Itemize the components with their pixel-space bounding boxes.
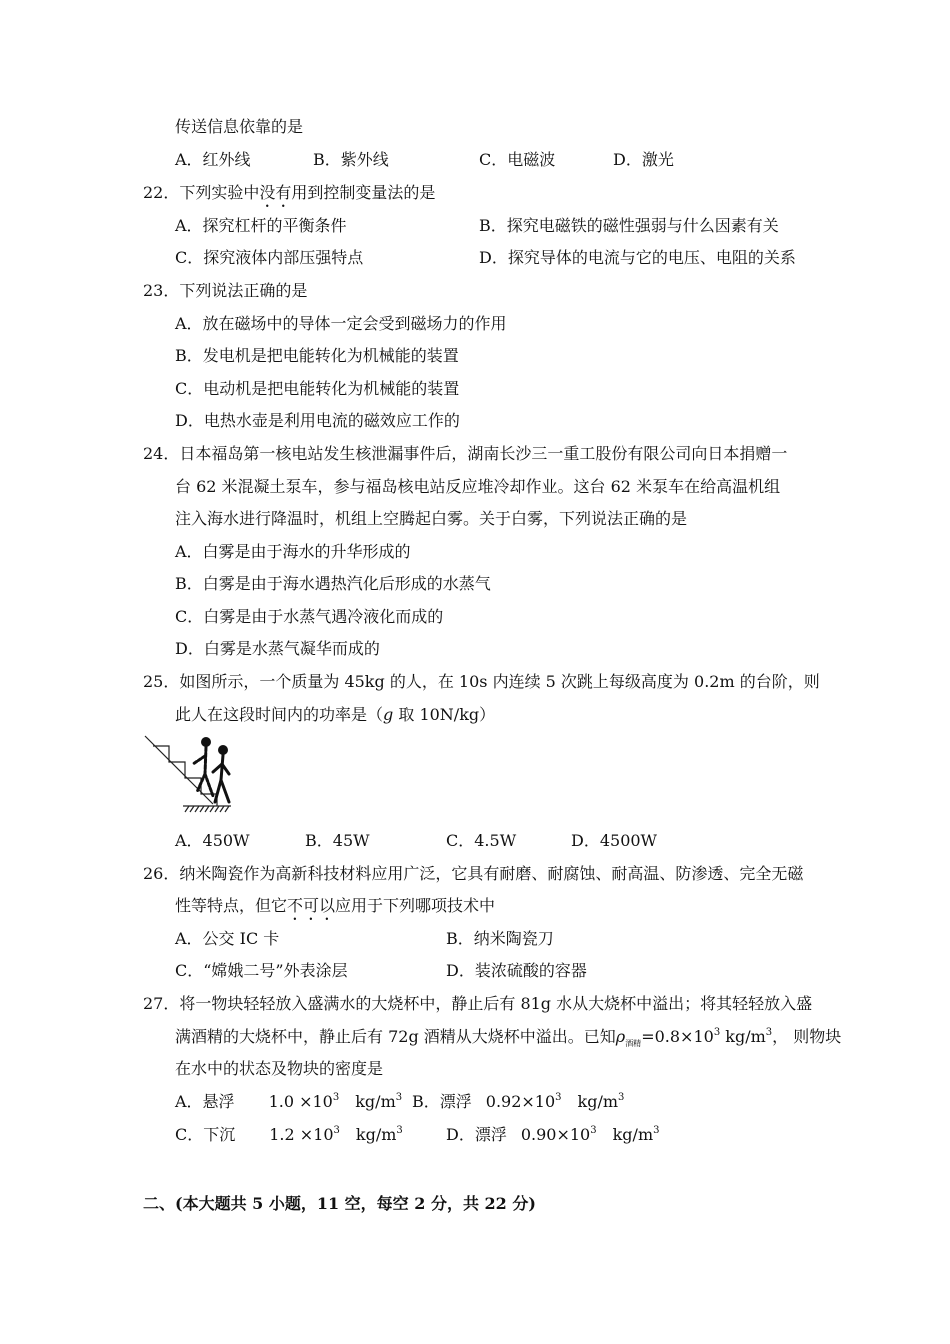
q25-option-d[interactable]: D．4500W [571, 831, 657, 850]
q26-option-a[interactable]: A．公交 IC 卡 [175, 929, 280, 948]
q27-density-unit: kg/m [720, 1027, 766, 1046]
q27-d-unit-exp: 3 [653, 1125, 660, 1136]
q21-option-b[interactable]: B．紫外线 [313, 150, 389, 169]
q27-a-unit-exp: 3 [395, 1092, 403, 1103]
q24-stem-line-3: 注入海水进行降温时，机组上空腾起白雾。关于白雾，下列说法正确的是 [175, 509, 688, 528]
q27-rho-symbol: ρ [615, 1027, 626, 1046]
q24-option-a[interactable]: A．白雾是由于海水的升华形成的 [175, 542, 411, 561]
q22-number: 22． [143, 183, 180, 202]
q22-stem-b: 用到控制变量法的是 [291, 183, 436, 202]
q22-option-d[interactable]: D．探究导体的电流与它的电压、电阻的关系 [479, 248, 796, 267]
q27-c-value: 1.2 ×10 [269, 1125, 334, 1144]
q27-density-unit-exp: 3 [765, 1027, 773, 1038]
q24-option-c[interactable]: C．白雾是由于水蒸气遇冷液化而成的 [175, 607, 444, 626]
q23-option-b[interactable]: B．发电机是把电能转化为机械能的装置 [175, 346, 459, 365]
q27-a-value: 1.0 ×10 [268, 1092, 333, 1111]
q27-d-exp: 3 [590, 1125, 597, 1136]
q25-option-a[interactable]: A．450W [175, 831, 250, 850]
stairs-figure [143, 734, 231, 814]
q27-density-value: =0.8×10 [641, 1027, 714, 1046]
q22-stem [143, 183, 435, 211]
q21-option-a[interactable]: A．红外线 [175, 150, 251, 169]
q27-stem-line-3: 在水中的状态及物块的密度是 [175, 1059, 384, 1078]
q23-option-d[interactable]: D．电热水壶是利用电流的磁效应工作的 [175, 411, 460, 430]
q27-stem-2end: ， 则物块 [772, 1027, 842, 1046]
q27-b-exp: 3 [555, 1092, 562, 1103]
q26-stem-line-2 [175, 896, 495, 924]
q21-option-c[interactable]: C．电磁波 [479, 150, 556, 169]
q23-option-a[interactable]: A．放在磁场中的导体一定会受到磁场力的作用 [175, 314, 507, 333]
q27-stem-line-1: 27．将一物块轻轻放入盛满水的大烧杯中，静止后有 81g 水从大烧杯中溢出；将其轻轻放入盛 [143, 994, 813, 1013]
q26-option-d[interactable]: D．装浓硫酸的容器 [446, 961, 587, 980]
q25-g-symbol: g [383, 705, 394, 724]
q27-a-label: A．悬浮 [175, 1092, 235, 1111]
q22-emphasis: 没有 [259, 183, 292, 202]
q23-option-c[interactable]: C．电动机是把电能转化为机械能的装置 [175, 379, 460, 398]
q27-b-unit: kg/m [577, 1092, 619, 1111]
q27-b-unit-exp: 3 [618, 1092, 625, 1103]
q27-b-value: 0.92×10 [485, 1092, 556, 1111]
q22-option-a[interactable]: A．探究杠杆的平衡条件 [175, 216, 347, 235]
q27-density-exp: 3 [713, 1027, 721, 1038]
q25-option-c[interactable]: C．4.5W [446, 831, 517, 850]
q24-option-d[interactable]: D．白雾是水蒸气凝华而成的 [175, 639, 380, 658]
section-2-heading: 二、(本大题共 5 小题，11 空，每空 2 分，共 22 分) [143, 1194, 536, 1213]
q25-stem-line-1: 25．如图所示，一个质量为 45kg 的人，在 10s 内连续 5 次跳上每级高度为 0.2m 的台阶，则 [143, 672, 820, 691]
q26-emphasis: 不可以 [287, 896, 336, 915]
q22-option-c[interactable]: C．探究液体内部压强特点 [175, 248, 364, 267]
q27-a-unit: kg/m [355, 1092, 396, 1111]
q27-b-label: B．漂浮 [412, 1092, 472, 1111]
q22-option-b[interactable]: B．探究电磁铁的磁性强弱与什么因素有关 [479, 216, 779, 235]
ground-hatch [185, 806, 229, 812]
q27-d-label: D．漂浮 [446, 1125, 507, 1144]
q27-a-exp: 3 [332, 1092, 340, 1103]
q25-option-b[interactable]: B．45W [305, 831, 370, 850]
q27-option-a[interactable] [175, 1092, 402, 1112]
q21-option-d[interactable]: D．激光 [613, 150, 674, 169]
q21-stem-continued: 传送信息依靠的是 [175, 117, 304, 136]
stair-steps [153, 746, 217, 806]
q24-option-b[interactable]: B．白雾是由于海水遇热汽化后形成的水蒸气 [175, 574, 491, 593]
q26-stem-line-1: 26．纳米陶瓷作为高新科技材料应用广泛，它具有耐磨、耐腐蚀、耐高温、防渗透、完全无磁 [143, 864, 804, 883]
q27-option-d[interactable] [446, 1125, 659, 1145]
q26-option-b[interactable]: B．纳米陶瓷刀 [446, 929, 554, 948]
q27-rho-subscript: 酒精 [625, 1039, 642, 1049]
q25-stem-2b: 取 10N/kg） [393, 705, 496, 724]
q23-stem: 23．下列说法正确的是 [143, 281, 308, 300]
q27-c-unit-exp: 3 [396, 1125, 403, 1136]
q24-stem-line-1: 24．日本福岛第一核电站发生核泄漏事件后，湖南长沙三一重工股份有限公司向日本捐赠一 [143, 444, 788, 463]
q27-d-value: 0.90×10 [520, 1125, 591, 1144]
q27-d-unit: kg/m [612, 1125, 654, 1144]
q27-c-exp: 3 [333, 1125, 340, 1136]
q26-option-c[interactable]: C．“嫦娥二号”外表涂层 [175, 961, 348, 980]
q27-stem-2a: 满酒精的大烧杯中，静止后有 72g 酒精从大烧杯中溢出。已知 [175, 1027, 616, 1046]
q26-stem-2a: 性等特点，但它 [175, 896, 288, 915]
q26-stem-2b: 应用于下列哪项技术中 [335, 896, 496, 915]
q27-c-unit: kg/m [355, 1125, 397, 1144]
q27-stem-line-2 [175, 1027, 841, 1054]
q24-stem-line-2: 台 62 米混凝土泵车，参与福岛核电站反应堆冷却作业。这台 62 米泵车在给高温机组 [175, 477, 781, 496]
q22-stem-a: 下列实验中 [179, 183, 260, 202]
q25-stem-line-2 [175, 705, 495, 725]
q27-option-b[interactable] [412, 1092, 624, 1112]
q25-stem-2a: 此人在这段时间内的功率是（ [175, 705, 384, 724]
q27-c-label: C．下沉 [175, 1125, 236, 1144]
q27-option-c[interactable] [175, 1125, 403, 1145]
